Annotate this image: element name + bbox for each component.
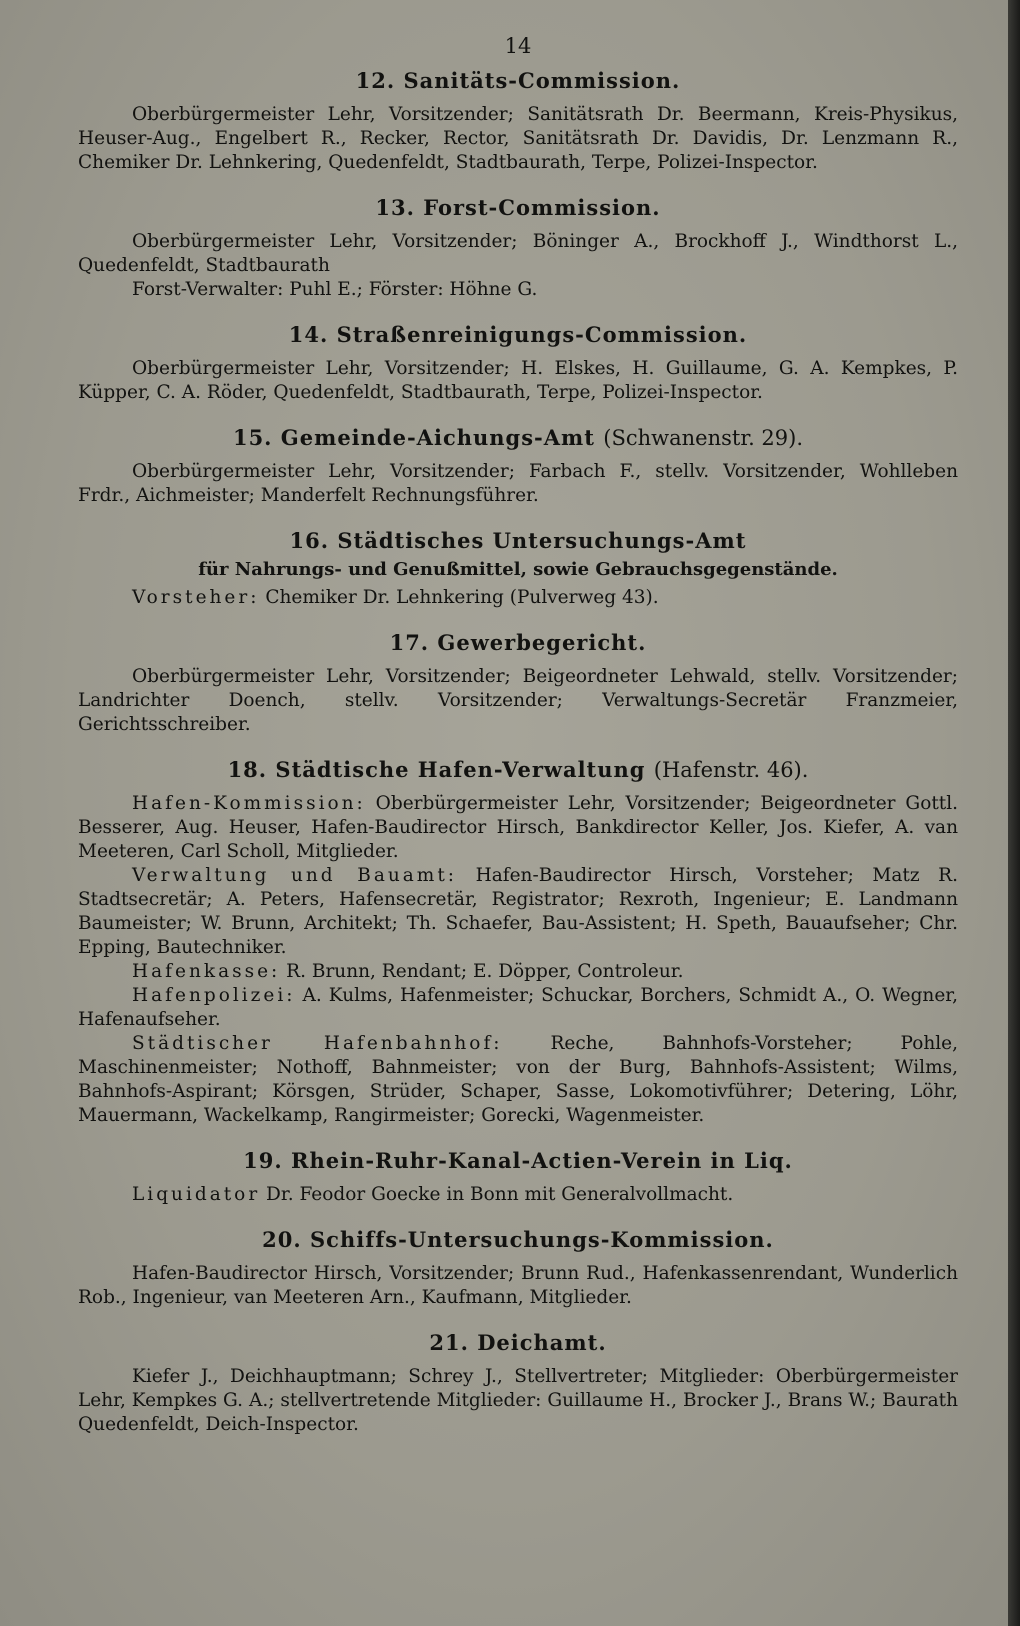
paragraph-hafenkasse [78,960,958,984]
role-text: Oberbürgermeister Lehr, Vorsitzender; Beigeordneter Gottl. Besserer, Aug. Heuser, Hafen-Baudirector Hirsch, Bankdirector Keller, Jos. Kiefer, A. van Meeteren, Carl Scholl, Mitglieder. [78,793,958,862]
section-heading: 12. Sanitäts-Commission. [355,68,681,93]
paragraph-hafenbahnhof [78,1032,958,1128]
section-body: Oberbürgermeister Lehr, Vorsitzender; Böninger A., Brockhoff J., Windthorst L., Quedenfeldt, Stadtbaurath [78,231,958,276]
role-label: Liquidator [132,1184,261,1205]
paragraph-hafen-kommission [78,792,958,864]
section-18 [78,757,958,1128]
section-heading: 20. Schiffs-Untersuchungs-Kommission. [262,1227,774,1252]
section-13 [78,195,958,302]
heading-title: 18. Städtische Hafen-Verwaltung [227,757,646,782]
section-14 [78,322,958,405]
page-number: 14 [504,34,532,58]
section-body: Oberbürgermeister Lehr, Vorsitzender; Sanitätsrath Dr. Beermann, Kreis-Physikus, Heuser-Aug., Engelbert R., Recker, Rector, Sanitätsrath Dr. Davidis, Dr. Lenzmann R., Chemiker Dr. Lehnkering, Quedenfeldt, Stadtbaurath, Terpe, Polizei-Inspector. [78,104,958,173]
role-text: A. Kulms, Hafenmeister; Schuckar, Borchers, Schmidt A., O. Wegner, Hafenaufseher. [78,985,958,1030]
role-label: Städtischer Hafenbahnhof: [132,1033,503,1054]
role-text: R. Brunn, Rendant; E. Döpper, Controleur. [280,961,684,982]
role-text: Dr. Feodor Goecke in Bonn mit Generalvollmacht. [260,1184,734,1205]
role-label: Vorsteher: [132,587,260,608]
heading-address: (Hafenstr. 46). [653,758,809,782]
heading-address: (Schwanenstr. 29). [603,426,804,450]
section-body [78,1183,958,1207]
role-label: Hafen-Kommission: [132,793,366,814]
paragraph-hafenpolizei [78,984,958,1032]
section-20 [78,1227,958,1310]
heading-title: 15. Gemeinde-Aichungs-Amt [232,425,595,450]
section-body: Oberbürgermeister Lehr, Vorsitzender; Beigeordneter Lehwald, stellv. Vorsitzender; Landrichter Doench, stellv. Vorsitzender; Verwaltungs-Secretär Franzmeier, Gerichtsschreiber. [78,666,958,735]
page-content [78,34,958,1457]
page-edge [1008,0,1020,1626]
paragraph-verwaltung [78,864,958,960]
role-label: Verwaltung und Bauamt: [132,865,457,886]
section-17 [78,630,958,737]
section-body: Oberbürgermeister Lehr, Vorsitzender; Farbach F., stellv. Vorsitzender, Wohlleben Frdr., Aichmeister; Manderfelt Rechnungsführer. [78,461,958,506]
section-21 [78,1330,958,1437]
role-text: Reche, Bahnhofs-Vorsteher; Pohle, Maschinenmeister; Nothoff, Bahnmeister; von der Burg, Bahnhofs-Assistent; Wilms, Bahnhofs-Aspirant; Körsgen, Strüder, Schaper, Sasse, Lokomotivführer; Detering, Löhr, Mauermann, Wackelkamp, Rangirmeister; Gorecki, Wagenmeister. [78,1033,958,1126]
section-heading: 19. Rhein-Ruhr-Kanal-Actien-Verein in Liq. [243,1148,793,1173]
section-19 [78,1148,958,1207]
section-body: Kiefer J., Deichhauptmann; Schrey J., Stellvertreter; Mitglieder: Oberbürgermeister Lehr, Kempkes G. A.; stellvertretende Mitglieder: Guillaume H., Brocker J., Brans W.; Baurath Quedenfeldt, Deich-Inspector. [78,1366,958,1435]
section-heading: 14. Straßenreinigungs-Commission. [288,322,748,347]
role-text: Chemiker Dr. Lehnkering (Pulverweg 43). [259,587,659,608]
section-heading: 13. Forst-Commission. [375,195,661,220]
section-12 [78,68,958,175]
section-body [78,586,958,610]
section-heading [78,757,958,782]
section-16 [78,528,958,610]
section-body: Oberbürgermeister Lehr, Vorsitzender; H. Elskes, H. Guillaume, G. A. Kempkes, P. Küpper, C. A. Röder, Quedenfeldt, Stadtbaurath, Terpe, Polizei-Inspector. [78,358,958,403]
role-label: Hafenkasse: [132,961,281,982]
role-text: Hafen-Baudirector Hirsch, Vorsteher; Matz R. Stadtsecretär; A. Peters, Hafensecretär, Registrator; Rexroth, Ingenieur; E. Landmann Baumeister; W. Brunn, Architekt; Th. Schaefer, Bau-Assistent; H. Speth, Bauaufseher; Chr. Epping, Bautechniker. [78,865,958,958]
section-15 [78,425,958,508]
section-heading: 16. Städtisches Untersuchungs-Amt [289,528,747,553]
section-body: Forst-Verwalter: Puhl E.; Förster: Höhne G. [132,279,538,300]
role-label: Hafenpolizei: [132,985,296,1006]
section-heading: 17. Gewerbegericht. [389,630,647,655]
section-body: Hafen-Baudirector Hirsch, Vorsitzender; Brunn Rud., Hafenkassenrendant, Wunderlich Rob., Ingenieur, van Meeteren Arn., Kaufmann, Mitglieder. [78,1263,958,1308]
section-heading: 21. Deichamt. [429,1330,607,1355]
section-subheading: für Nahrungs- und Genußmittel, sowie Gebrauchsgegenstände. [198,559,838,580]
section-heading [78,425,958,450]
